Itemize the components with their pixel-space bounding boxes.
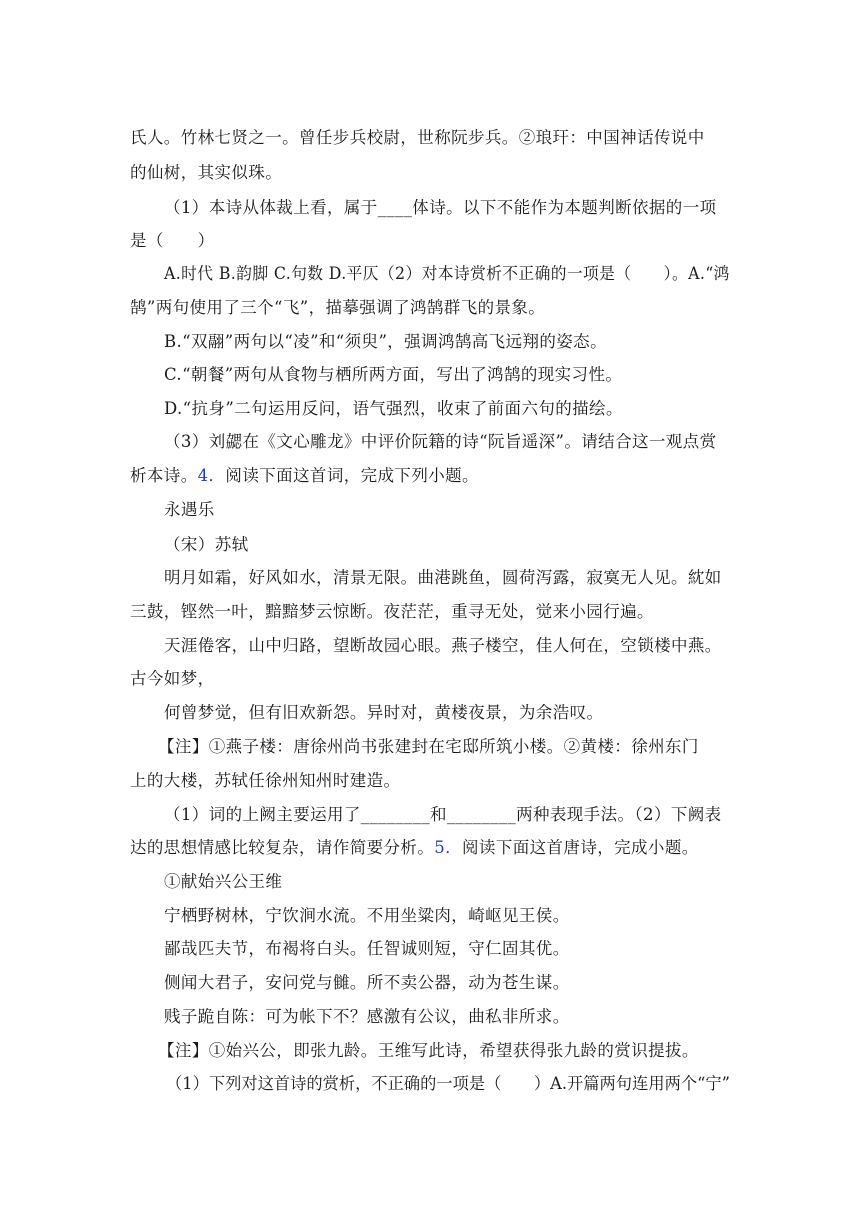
poem-author: （宋）苏轼	[164, 534, 249, 554]
question-line: （3）刘勰在《文心雕龙》中评价阮籍的诗“阮旨遥深”。请结合这一观点赏	[164, 431, 717, 451]
question-line: 是（ ）	[130, 230, 215, 250]
question-line: （1）本诗从体裁上看，属于____体诗。以下不能作为本题判断依据的一项	[164, 197, 717, 217]
poem-line: 何曾梦觉，但有旧欢新怨。异时对，黄楼夜景，为余浩叹。	[164, 702, 604, 722]
poem-title: 永遇乐	[164, 499, 215, 519]
question-line: （1）下列对这首诗的赏析，不正确的一项是（ ）A.开篇两句连用两个“宁”	[166, 1073, 730, 1093]
poem-line: 古今如梦，	[130, 668, 215, 688]
options-line: A.时代 B.韵脚 C.句数 D.平仄（2）对本诗赏析不正确的一项是（ ）。A.“鸿	[164, 263, 730, 283]
poem-line: 宁栖野树林，宁饮涧水流。不用坐粱肉，崎岖见王侯。	[164, 905, 570, 925]
text-line: 的仙树，其实似珠。	[130, 162, 283, 182]
question-line	[130, 838, 699, 858]
poem-line: 贱子跪自陈：可为帐下不？感激有公议，曲私非所求。	[164, 1006, 570, 1026]
text-line: 鹄”两句使用了三个“飞”，描摹强调了鸿鹄群飞的景象。	[130, 297, 546, 317]
poem-line: 三鼓，铿然一叶，黯黯梦云惊断。夜茫茫，重寻无处，觉来小园行遍。	[130, 601, 654, 621]
line-text: 析本诗。	[130, 465, 198, 485]
note-line: 【注】①燕子楼：唐徐州尚书张建封在宅邸所筑小楼。②黄楼：徐州东门	[158, 736, 699, 756]
question-number: 4．	[197, 465, 226, 485]
poem-line: 天涯倦客，山中归路，望断故园心眼。燕子楼空，佳人何在，空锁楼中燕。	[164, 635, 722, 655]
question-line: （1）词的上阙主要运用了________和________两种表现手法。（2）下阙表	[164, 804, 722, 824]
poem-title: ①献始兴公王维	[164, 871, 283, 891]
poem-line: 鄙哉匹夫节，布褐将白头。任智诚则短，守仁固其优。	[164, 938, 570, 958]
line-text: 阅读下面这首词，完成下列小题。	[225, 465, 479, 485]
question-number: 5．	[434, 837, 463, 857]
poem-line: 侧闻大君子，安问党与雠。所不卖公器，动为苍生谋。	[164, 972, 570, 992]
note-line: 上的大楼，苏轼任徐州知州时建造。	[130, 770, 401, 790]
option-line: D.“抗身”二句运用反问，语气强烈，收束了前面六句的描绘。	[164, 398, 623, 418]
line-text: 达的思想情感比较复杂，请作简要分析。	[130, 837, 435, 857]
poem-line: 明月如霜，好风如水，清景无限。曲港跳鱼，圆荷泻露，寂寞无人见。紞如	[164, 567, 722, 587]
question-line	[130, 466, 479, 486]
option-line: C.“朝餐”两句从食物与栖所两方面，写出了鸿鹄的现实习性。	[164, 364, 623, 384]
line-text: 阅读下面这首唐诗，完成小题。	[462, 837, 699, 857]
option-line: B.“双翮”两句以“凌”和“须臾”，强调鸿鹄高飞远翔的姿态。	[164, 331, 607, 351]
note-line: 【注】①始兴公，即张九龄。王维写此诗，希望获得张九龄的赏识提拔。	[158, 1040, 699, 1060]
text-line: 氏人。竹林七贤之一。曾任步兵校尉，世称阮步兵。②琅玕：中国神话传说中	[130, 127, 705, 147]
